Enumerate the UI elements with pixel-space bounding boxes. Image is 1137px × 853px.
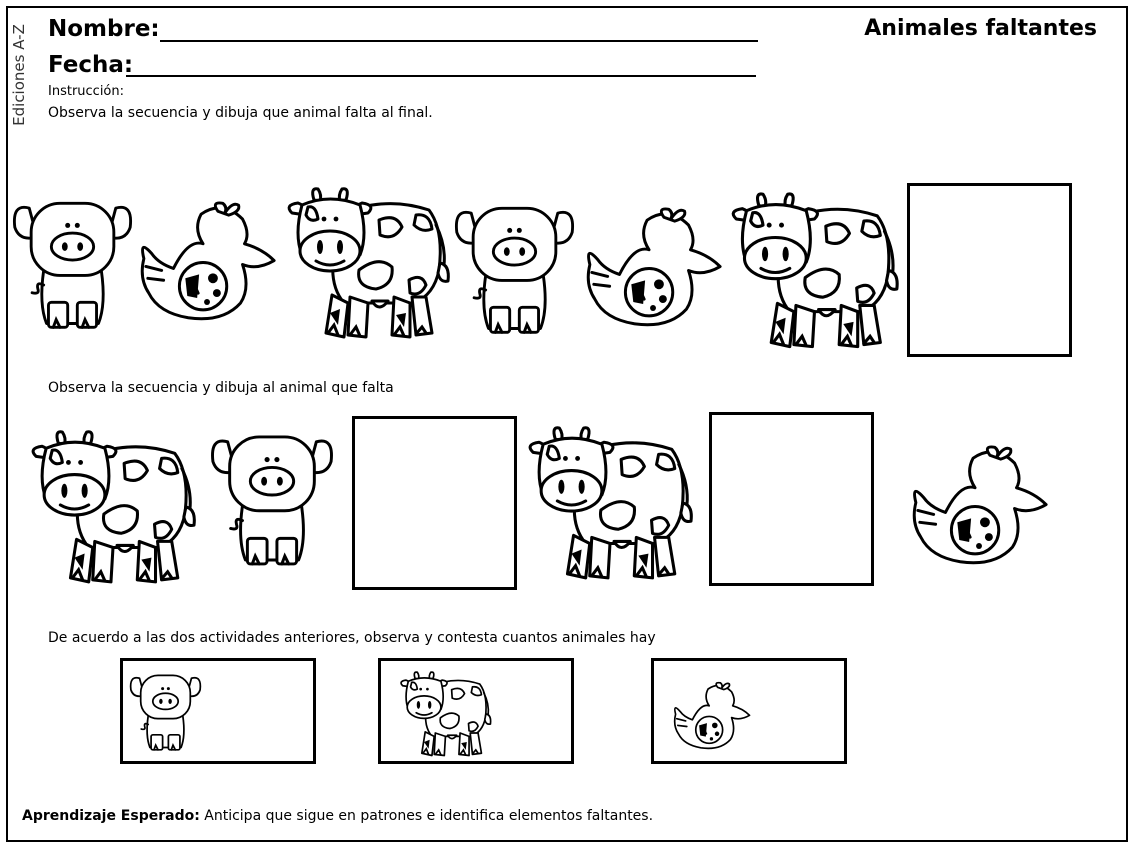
duck-icon — [580, 202, 728, 337]
duck-icon — [906, 440, 1054, 575]
cow-icon — [25, 428, 203, 590]
cow-icon — [522, 424, 700, 586]
footer-text: Anticipa que sigue en patrones e identifica elementos faltantes. — [204, 808, 654, 824]
cow-icon — [728, 190, 903, 355]
answer-box-1[interactable] — [907, 183, 1072, 357]
publisher-label: Ediciones A-Z — [10, 24, 28, 126]
footer-label: Aprendizaje Esperado: — [22, 808, 200, 824]
pig-icon — [128, 666, 203, 754]
publisher-vertical — [9, 20, 29, 130]
pig-icon — [452, 192, 577, 340]
answer-box-2[interactable] — [352, 416, 517, 590]
cow-icon — [284, 184, 454, 346]
instruction-3: De acuerdo a las dos actividades anteriores, observa y contesta cuantos animales hay — [48, 630, 656, 646]
instruction-2: Observa la secuencia y dibuja al animal que falta — [48, 380, 394, 396]
duck-icon — [134, 196, 282, 331]
instruction-1: Observa la secuencia y dibuja que animal falta al final. — [48, 105, 433, 121]
pig-icon — [208, 420, 336, 572]
duck-icon — [670, 680, 754, 754]
name-line[interactable] — [160, 40, 758, 42]
answer-box-3[interactable] — [709, 412, 874, 586]
expected-learning — [22, 808, 653, 824]
name-label: Nombre: — [48, 16, 160, 42]
date-label: Fecha: — [48, 52, 134, 78]
instruction-label: Instrucción: — [48, 84, 125, 99]
worksheet-title: Animales faltantes — [864, 16, 1097, 41]
pig-icon — [10, 186, 135, 336]
cow-icon — [396, 670, 496, 760]
date-line[interactable] — [126, 75, 756, 77]
